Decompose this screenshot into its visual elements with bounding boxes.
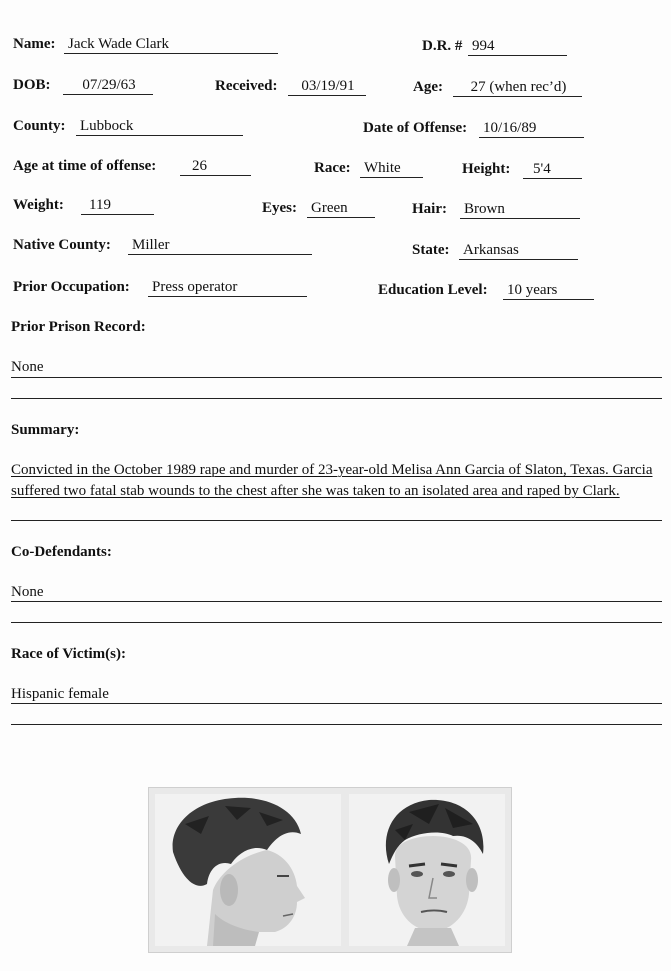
- name-value: Jack Wade Clark: [64, 35, 278, 54]
- height-value: 5'4: [523, 160, 582, 179]
- state-value: Arkansas: [459, 241, 578, 260]
- county-label: County:: [13, 118, 66, 134]
- prior-prison-record-value: None: [11, 359, 44, 375]
- prior-occupation-label: Prior Occupation:: [13, 279, 130, 295]
- summary-label: Summary:: [11, 422, 80, 438]
- race-of-victims-line-1: [11, 703, 662, 704]
- prior-prison-record-label: Prior Prison Record:: [11, 319, 146, 335]
- education-level-label: Education Level:: [378, 282, 488, 298]
- weight-label: Weight:: [13, 197, 64, 213]
- education-level-value: 10 years: [503, 281, 594, 300]
- race-label: Race:: [314, 160, 351, 176]
- hair-value: Brown: [460, 200, 580, 219]
- received-label: Received:: [215, 78, 278, 94]
- hair-label: Hair:: [412, 201, 447, 217]
- dob-label: DOB:: [13, 77, 51, 93]
- county-value: Lubbock: [76, 117, 243, 136]
- dr-value: 994: [468, 37, 567, 56]
- native-county-value: Miller: [128, 236, 312, 255]
- age-at-offense-value: 26: [180, 157, 251, 176]
- race-of-victims-value: Hispanic female: [11, 686, 109, 702]
- date-of-offense-label: Date of Offense:: [363, 120, 468, 136]
- prior-occupation-value: Press operator: [148, 278, 307, 297]
- co-defendants-label: Co-Defendants:: [11, 544, 112, 560]
- eyes-value: Green: [307, 199, 375, 218]
- dob-value: 07/29/63: [63, 76, 153, 95]
- co-defendants-line-1: [11, 601, 662, 602]
- name-label: Name:: [13, 36, 56, 52]
- weight-value: 119: [81, 196, 154, 215]
- mugshot-profile: [155, 794, 341, 946]
- height-label: Height:: [462, 161, 511, 177]
- age-at-offense-label: Age at time of offense:: [13, 158, 157, 174]
- co-defendants-line-2: [11, 622, 662, 623]
- race-value: White: [360, 159, 423, 178]
- race-of-victims-line-2: [11, 724, 662, 725]
- state-label: State:: [412, 242, 450, 258]
- dr-label: D.R. #: [422, 38, 463, 54]
- date-of-offense-value: 10/16/89: [479, 119, 584, 138]
- mugshot-photos: [148, 787, 512, 953]
- native-county-label: Native County:: [13, 237, 111, 253]
- summary-line: [11, 520, 662, 521]
- mugshot-front: [349, 794, 505, 946]
- summary-text: Convicted in the October 1989 rape and murder of 23-year-old Melisa Ann Garcia of Slaton, Texas. Garcia suffered two fatal stab wounds to the chest after she was taken to an isolated area and raped by Clark.: [11, 462, 653, 499]
- prior-prison-record-line-1: [11, 377, 662, 378]
- age-value: 27 (when rec’d): [453, 78, 582, 97]
- eyes-label: Eyes:: [262, 200, 297, 216]
- co-defendants-value: None: [11, 584, 44, 600]
- race-of-victims-label: Race of Victim(s):: [11, 646, 126, 662]
- age-label: Age:: [413, 79, 443, 95]
- prior-prison-record-line-2: [11, 398, 662, 399]
- received-value: 03/19/91: [288, 77, 366, 96]
